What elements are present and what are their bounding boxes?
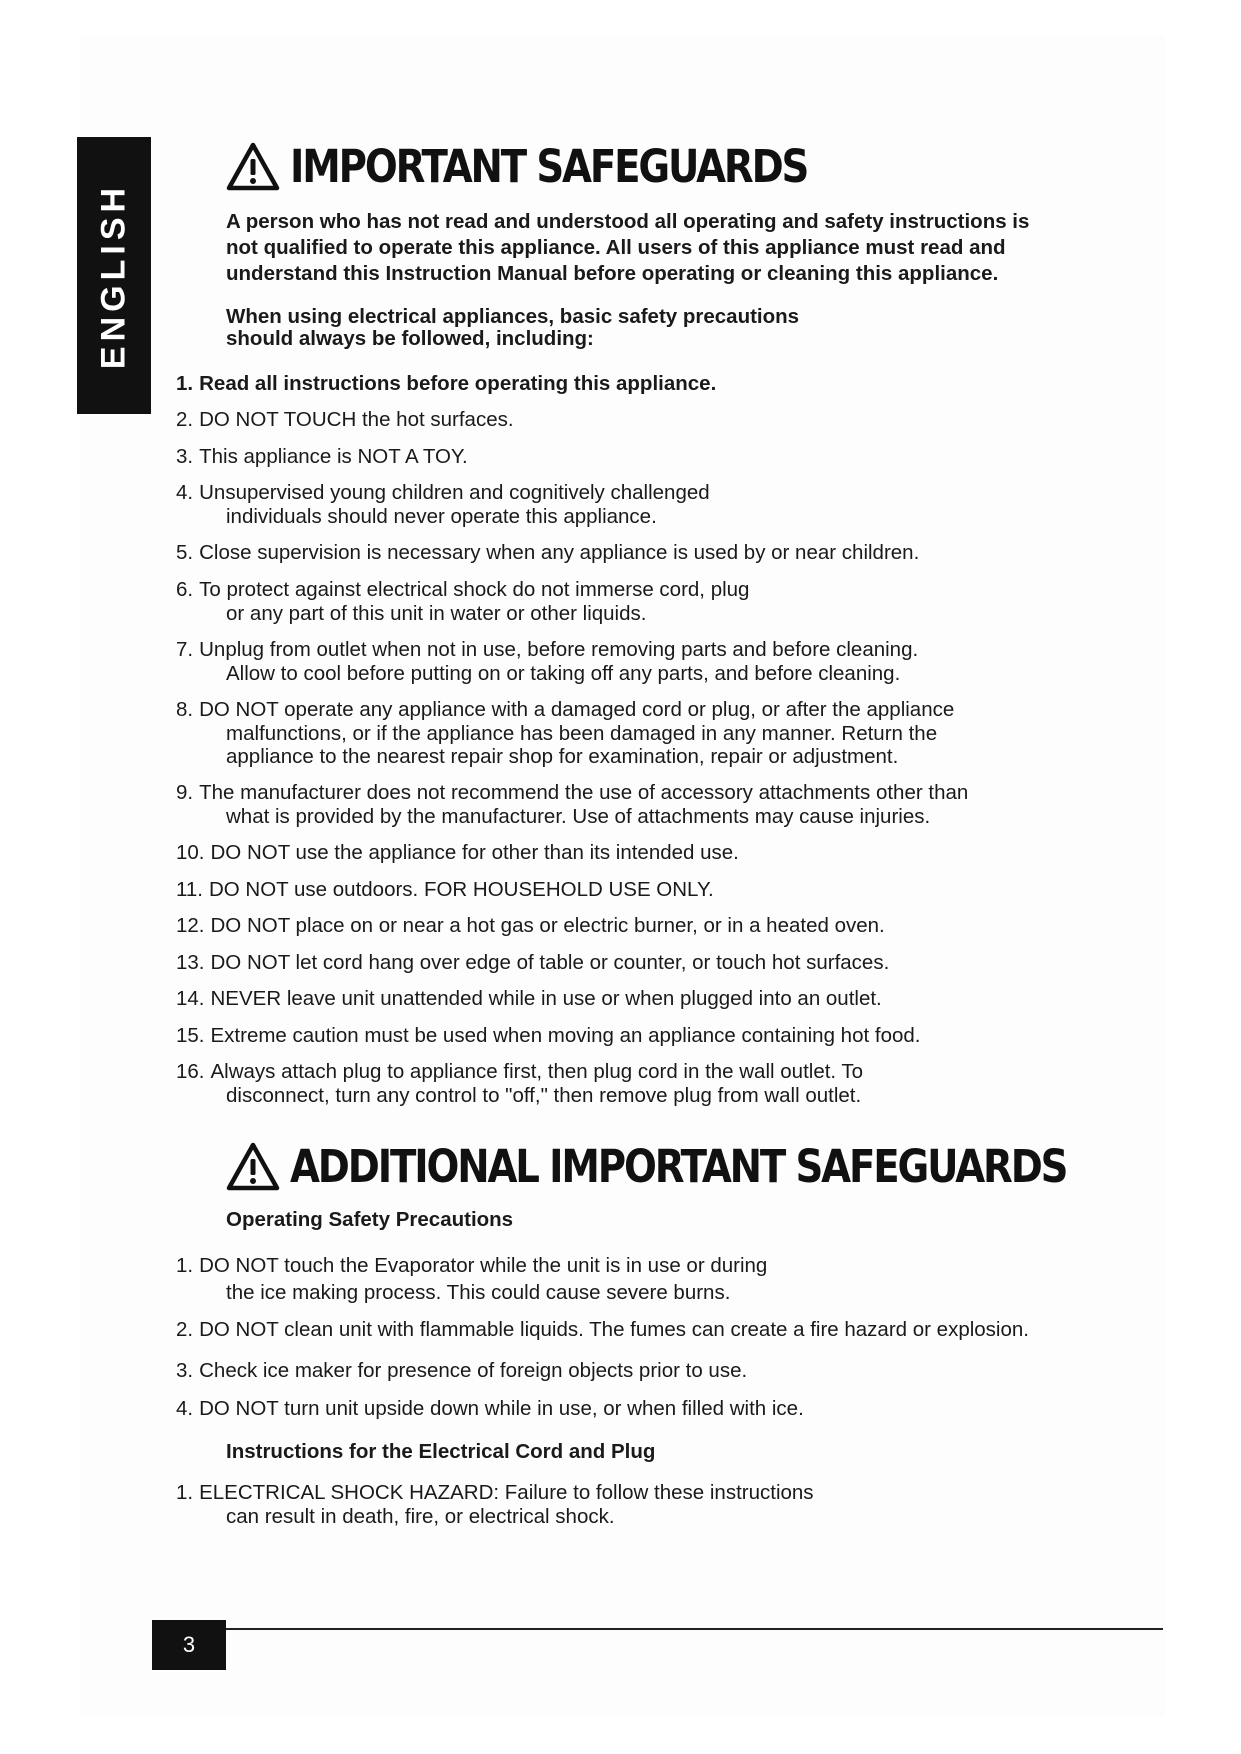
list-item: 13. DO NOT let cord hang over edge of table or counter, or touch hot surfaces.: [176, 951, 890, 974]
list-item: 1. Read all instructions before operating this appliance.: [176, 372, 717, 395]
intro-paragraph: A person who has not read and understood all operating and safety instructions is not qualified to operate this appliance. All users of this appliance must read and understand this Instruction Manual before operating or cleaning this appliance.: [226, 210, 1030, 285]
section-heading-additional-safeguards: [226, 1140, 1193, 1193]
list-item: 4. Unsupervised young children and cognitively challenged individuals should never operate this appliance.: [176, 481, 710, 528]
language-tab-label: ENGLISH: [94, 182, 133, 369]
cord-instructions-heading: Instructions for the Electrical Cord and Plug: [226, 1440, 656, 1463]
precautions-intro: When using electrical appliances, basic safety precautions should always be followed, including:: [226, 305, 800, 350]
language-tab: [77, 137, 151, 414]
list-item: 11. DO NOT use outdoors. FOR HOUSEHOLD USE ONLY.: [176, 878, 714, 901]
page-number: 3: [152, 1620, 226, 1670]
warning-triangle-icon: [226, 142, 280, 192]
operating-precautions-heading: Operating Safety Precautions: [226, 1208, 514, 1231]
list-item: 12. DO NOT place on or near a hot gas or electric burner, or in a heated oven.: [176, 914, 885, 937]
list-item: 6. To protect against electrical shock do not immerse cord, plug or any part of this unit in water or other liquids.: [176, 578, 750, 625]
list-item: 1. DO NOT touch the Evaporator while the unit is in use or during the ice making process. This could cause severe burns.: [176, 1254, 768, 1304]
list-item: 15. Extreme caution must be used when moving an appliance containing hot food.: [176, 1024, 921, 1047]
list-item: 4. DO NOT turn unit upside down while in use, or when filled with ice.: [176, 1397, 804, 1420]
list-item: 2. DO NOT TOUCH the hot surfaces.: [176, 408, 514, 431]
list-item: 2. DO NOT clean unit with flammable liquids. The fumes can create a fire hazard or explosion.: [176, 1318, 1029, 1341]
list-item: 3. This appliance is NOT A TOY.: [176, 445, 468, 468]
list-item: 3. Check ice maker for presence of foreign objects prior to use.: [176, 1359, 748, 1382]
list-item: 5. Close supervision is necessary when any appliance is used by or near children.: [176, 541, 920, 564]
warning-triangle-icon: [226, 1142, 280, 1192]
list-item: 9. The manufacturer does not recommend the use of accessory attachments other than what is provided by the manufacturer. Use of attachments may cause injuries.: [176, 781, 969, 828]
list-item: 8. DO NOT operate any appliance with a damaged cord or plug, or after the appliance malfunctions, or if the appliance has been damaged in any manner. Return the appliance to the nearest repair shop for examination, repair or adjustment.: [176, 698, 955, 768]
list-item: 7. Unplug from outlet when not in use, before removing parts and before cleaning. Allow to cool before putting on or taking off any parts, and before cleaning.: [176, 638, 919, 685]
list-item: 10. DO NOT use the appliance for other than its intended use.: [176, 841, 739, 864]
section-title: IMPORTANT SAFEGUARDS: [290, 140, 808, 193]
list-item: 1. ELECTRICAL SHOCK HAZARD: Failure to follow these instructions can result in death, fire, or electrical shock.: [176, 1481, 814, 1528]
list-item: 16. Always attach plug to appliance first, then plug cord in the wall outlet. To disconnect, turn any control to "off," then remove plug from wall outlet.: [176, 1060, 864, 1107]
section-title: ADDITIONAL IMPORTANT SAFEGUARDS: [290, 1140, 1067, 1193]
list-item: 14. NEVER leave unit unattended while in use or when plugged into an outlet.: [176, 987, 882, 1010]
footer-divider: [152, 1628, 1163, 1630]
section-heading-important-safeguards: [226, 140, 892, 193]
